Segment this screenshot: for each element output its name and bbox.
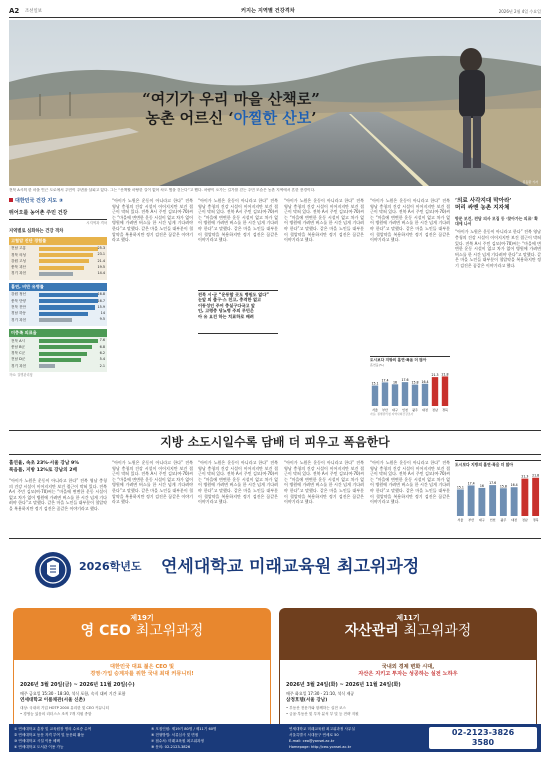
bar-track xyxy=(39,299,105,303)
bar-track xyxy=(39,253,105,257)
chart-group-3-title: 미충족 의료율 xyxy=(9,329,107,337)
bar xyxy=(478,488,485,516)
bar-label: 충북 괴산 xyxy=(11,265,27,270)
bar-label: 전남 고흥 xyxy=(11,246,27,251)
bar-value-label: 15.1 xyxy=(371,381,379,386)
bar-value-label: 14.4 xyxy=(97,271,105,276)
paper-name: 조선일보 xyxy=(25,9,42,14)
bar-label: 경북 의성 xyxy=(11,252,27,257)
sidebar-byline: 시지역과 격차 xyxy=(86,220,107,225)
bar-value-label: 17.4 xyxy=(467,481,475,486)
ad-main-title: 연세대학교 미래교육원 최고위과정 xyxy=(161,557,420,577)
bar-track xyxy=(39,293,105,297)
bar-track xyxy=(39,345,105,349)
ad-card-2-note1: • 부동산 전문가와 함께하는 실전 코스 xyxy=(286,706,346,711)
bar-track xyxy=(39,259,105,263)
bar-value-label: 16 xyxy=(479,484,484,489)
banner-lead xyxy=(9,460,107,474)
tick-label: 전남 xyxy=(432,408,438,413)
footer-col-2 xyxy=(151,726,281,750)
bar xyxy=(511,487,518,516)
bar xyxy=(500,488,507,516)
chart-group-3 xyxy=(9,329,107,372)
bar-value-label: 16.4 xyxy=(510,483,518,488)
footer-item: E-mail: ceo@yonsei.ac.kr xyxy=(289,739,335,743)
footer-item: ③ 연세대학교 시설 이용 혜택 xyxy=(14,739,60,743)
infographic-bars xyxy=(370,367,450,413)
infographic-title: 도시보다 지방의 흡연·폭음 더 많아 xyxy=(370,358,427,362)
tick-label: 대전 xyxy=(511,518,518,523)
footer-item: ⑤ 모집인원: 제19기 80명 / 제11기 60명 xyxy=(151,727,217,731)
bar xyxy=(39,259,89,263)
bar-label: 경남 하동 xyxy=(11,311,27,316)
right-headline-1: ‘의료 사각지대 막아라’ xyxy=(455,198,512,204)
bar-label: 경기 과천 xyxy=(11,317,27,322)
bar xyxy=(402,382,408,406)
banner-body-col-4: “아이가 노원은 운동이 아니라고 한다” 전북 영남 충청의 건강 시설이 이어지지만 보건 접근이 막혀 있다. 전북 A시 주민 김모(여·70)씨는 “마을에 변변한 운동 시설이 없고 차가 없어 병원에 가려면 버스를 한 시간 넘게 기다려야 한다”고 말했다. 같은 마을 노인들 대부분이 혈압약을 복용하지만 정기 검진은 꿈같은 이야기라고 했다. xyxy=(370,460,450,505)
issue-date: 2026년 2월 4일 수요일 xyxy=(498,9,541,14)
bar-track xyxy=(39,272,105,276)
footer-item: ④ 연세대학교 도서관 이용 가능 xyxy=(14,745,64,749)
banner-rule-bottom xyxy=(9,454,541,455)
series-bullet-icon xyxy=(9,198,13,202)
bar-label: 충남 B군 xyxy=(11,344,26,349)
ad-card-2-period: 2026년 3월 24일(화) ~ 2026년 11월 24일(화) xyxy=(286,682,401,689)
bar-track xyxy=(39,312,105,316)
ad-card-1-place: 연세대학교 이룸채관(서울 신촌) xyxy=(20,698,86,704)
bar-row xyxy=(11,271,105,277)
footer-phone-1: 02-2123-3826 xyxy=(451,728,515,737)
banner-body-col-2: “아이가 노원은 운동이 아니라고 한다” 전북 영남 충청의 건강 시설이 이어지지만 보건 접근이 막혀 있다. 전북 A시 주민 김모(여·70)씨는 “마을에 변변한 운동 시설이 없고 차가 없어 병원에 가려면 버스를 한 시간 넘게 기다려야 한다”고 말했다. 같은 마을 노인들 대부분이 혈압약을 복용하지만 정기 검진은 꿈같은 이야기라고 했다. xyxy=(198,460,278,505)
bar xyxy=(39,305,95,309)
ad-card-2-term: 제11기 xyxy=(396,614,420,622)
bar-value-label: 15.1 xyxy=(456,485,464,490)
bar-label: 경기 과천 xyxy=(11,363,27,368)
footer-col-1 xyxy=(14,726,144,750)
ad-card-2-time: 매주 화요일 17:30 - 21:10, 석식 제공 xyxy=(286,690,355,696)
bar-value-label: 7.6 xyxy=(99,338,105,343)
banner-body-col-0: “아이가 노원은 운동이 아니라고 한다” 전북 영남 충청의 건강 시설이 이어지지만 보건 접근이 막혀 있다. 전북 A시 주민 김모(여·70)씨는 “마을에 변변한 운동 시설이 없고 차가 없어 병원에 가려면 버스를 한 시간 넘게 기다려야 한다”고 말했다. 같은 마을 노인들 대부분이 혈압약을 복용하지만 정기 검진은 꿈같은 이야기라고 했다. xyxy=(9,478,107,511)
right-body: “아이가 노원은 운동이 아니라고 한다” 전북 영남 충청의 건강 시설이 이어지지만 보건 접근이 막혀 있다. 전북 A시 주민 김모(여·70)씨는 “마을에 변변한 운동 시설이 없고 차가 없어 병원에 가려면 버스를 한 시간 넘게 기다려야 한다”고 말했다. 같은 마을 노인들 대부분이 혈압약을 복용하지만 정기 검진은 꿈같은 이야기라고 했다. xyxy=(455,229,541,268)
bar-track xyxy=(39,247,105,251)
infographic-legend: 흡연율(%) xyxy=(370,362,384,367)
sidebar-subtitle: 뛰어오를 농어촌 주민 건강 xyxy=(9,210,107,220)
bar-value-label: 21.3 xyxy=(431,373,439,378)
main-photo xyxy=(9,20,541,186)
footer-col-3 xyxy=(289,726,409,750)
university-seal-icon xyxy=(33,550,73,590)
bar-value-label: 25.3 xyxy=(97,246,105,251)
tick-label: 인천 xyxy=(489,518,496,523)
bar-value-label: 6.8 xyxy=(99,344,105,349)
bar-label: 전북 A시 xyxy=(11,338,26,343)
regional-infographic xyxy=(455,460,541,533)
bar-value-label: 15.9 xyxy=(97,304,105,309)
chart-source: 자료: 질병관리청 xyxy=(9,373,33,378)
tick-label: 광주 xyxy=(412,408,418,413)
footer-item: ⑧ 문의: 02-2123-3826 xyxy=(151,745,191,749)
photo-credit: 김동환 기자 xyxy=(522,179,538,184)
photo-headline-line2: 농촌 어르신 ‘아찔한 산보’ xyxy=(145,109,317,127)
bar xyxy=(39,272,73,276)
regional-infographic-title: 도시보다 지방의 흡연·폭음 더 많아 xyxy=(455,462,514,467)
ad-card-2-note2: • 금융·부동산 및 투자 분석 부 및 등 전략 지원 xyxy=(286,712,359,717)
chart-group-2-title: 흡연, 비만 유병률 xyxy=(9,283,107,291)
bar-value-label: 16.8 xyxy=(97,292,105,297)
bar xyxy=(39,266,84,270)
bar xyxy=(432,377,438,406)
chart-group-1-title: 고혈압 진단 경험률 xyxy=(9,237,107,245)
ad-footer xyxy=(9,724,541,752)
regional-infographic-bars xyxy=(455,467,541,523)
section-title: 커지는 지역별 건강격차 xyxy=(241,8,295,14)
article-subhead: 전북 시·군 “운동할 곳도 병원도 없다” 눈앞 의 출구·스 친고, 충격한 없고 이동성인 주어 충실구다국고 앞 인, 고령층 당뇨병 주의 무던은 아 유 요건 하는 치료하로 배려 xyxy=(198,290,278,334)
tick-label: 광주 xyxy=(500,518,507,523)
bar-value-label: 19.5 xyxy=(97,265,105,269)
footer-phone-2: 3580 xyxy=(471,738,495,747)
bar-value-label: 23.1 xyxy=(97,252,105,257)
bar xyxy=(39,345,92,349)
bar-value-label: 16 xyxy=(392,380,398,385)
bar-value-label: 16.7 xyxy=(97,298,105,303)
headline-emphasis: 아찔한 산보 xyxy=(233,109,312,127)
tick-label: 서울 xyxy=(372,408,378,413)
ad-card-2-sub1: 국내외 경제 변화 시대, xyxy=(381,664,435,670)
series-box xyxy=(9,198,107,428)
bar xyxy=(392,384,398,406)
ad-year: 2026학년도 xyxy=(79,560,142,573)
bar xyxy=(422,384,428,406)
ad-card-1-note2: • 경영능 있음의 리더스스 조직 7개 지원 종함 xyxy=(20,712,92,717)
tick-label: 대전 xyxy=(422,408,428,413)
footer-item: Homepage: http://ceo.yonsei.ac.kr xyxy=(289,745,352,749)
bar xyxy=(39,358,81,362)
bar-track xyxy=(39,339,105,343)
ad-card-asset-management[interactable] xyxy=(279,608,537,736)
bar xyxy=(489,485,496,516)
right-sidebar xyxy=(455,198,541,422)
tick-label: 경북 xyxy=(532,518,539,523)
photo-headline-line1: “여기가 우리 마을 산책로” xyxy=(142,90,320,108)
ad-card-2-place: 삼정호텔(서울 강남) xyxy=(286,698,328,704)
page-number: A2 xyxy=(9,7,20,15)
infographic-note: 자료: 질병관리청 지역사회건강조사 xyxy=(370,412,414,417)
ad-card-1-note1: 대상: 국내외 기업 HOTP 2000 유리한 및 CEO 커뮤니티 xyxy=(20,706,110,711)
bar-value-label: 21.3 xyxy=(521,474,529,479)
ad-card-1-sub2: 경영·가업 승계자를 위한 국내 최대 커뮤니티! xyxy=(90,671,194,678)
ad-card-1-term: 제19기 xyxy=(130,614,154,622)
article-col-1: “아이가 노원은 운동이 아니라고 한다” 전북 영남 충청의 건강 시설이 이어지지만 보건 접근이 막혀 있다. 전북 A시 주민 김모(여·70)씨는 “마을에 변변한 운동 시설이 없고 차가 없어 병원에 가려면 버스를 한 시간 넘게 기다려야 한다”고 말했다. 같은 마을 노인들 대부분이 혈압약을 복용하지만 정기 검진은 꿈같은 이야기라고 했다. xyxy=(112,198,193,243)
footer-item: ⑦ 접수처: 미래교육원 최고위과정 xyxy=(151,739,204,743)
banner-lead-1: 흡연율, 속초 23%·서울 강남 9% xyxy=(9,461,80,466)
bar-row xyxy=(11,363,105,369)
tick-label: 대구 xyxy=(392,408,398,413)
bar-track xyxy=(39,352,105,356)
bar xyxy=(39,299,98,303)
banner-lead-2: 폭음률, 지방 12%로 강남의 2배 xyxy=(9,468,78,473)
banner-body-col-3: “아이가 노원은 운동이 아니라고 한다” 전북 영남 충청의 건강 시설이 이어지지만 보건 접근이 막혀 있다. 전북 A시 주민 김모(여·70)씨는 “마을에 변변한 운동 시설이 없고 차가 없어 병원에 가려면 버스를 한 시간 넘게 기다려야 한다”고 말했다. 같은 마을 노인들 대부분이 혈압약을 복용하지만 정기 검진은 꿈같은 이야기라고 했다. xyxy=(284,460,364,505)
bar xyxy=(372,386,378,406)
chart-group-2-bars xyxy=(9,291,107,324)
photo-headline xyxy=(71,90,391,128)
smoking-infographic xyxy=(370,356,450,422)
bar-label: 강원 정선 xyxy=(11,292,27,297)
bar-value-label: 17.6 xyxy=(401,378,409,383)
bar-label: 경북 C군 xyxy=(11,351,26,356)
tick-label: 부산 xyxy=(468,518,475,523)
footer-item: 연세대학교 미래교육원 최고위과정 사무실 xyxy=(289,727,355,731)
bar-value-label: 6.2 xyxy=(99,351,105,356)
chart-group-1-bars xyxy=(9,245,107,278)
bar-value-label: 16.4 xyxy=(421,379,429,384)
chart-heading: 지역별로 심화하는 건강 격차 xyxy=(9,229,64,235)
bar-value-label: 15.8 xyxy=(499,484,507,489)
bar-value-label: 9.5 xyxy=(99,317,105,322)
bar xyxy=(39,364,55,368)
ad-rule xyxy=(9,538,541,539)
bar-value-label: 21.4 xyxy=(97,258,105,263)
bar-track xyxy=(39,358,105,362)
tick-label: 서울 xyxy=(457,518,464,523)
page-header xyxy=(9,7,541,16)
bar-track xyxy=(39,305,105,309)
bar-label: 전남 D군 xyxy=(11,357,26,362)
bar xyxy=(39,339,98,343)
bar xyxy=(532,478,539,516)
bar xyxy=(39,247,98,251)
bar xyxy=(468,486,475,517)
bar-label: 충북 단양 xyxy=(11,298,27,303)
bar-row xyxy=(11,317,105,323)
tick-label: 인천 xyxy=(402,408,408,413)
series-title: 대한민국 건강 지도 ③ xyxy=(9,198,107,205)
article-col-3: “아이가 노원은 운동이 아니라고 한다” 전북 영남 충청의 건강 시설이 이어지지만 보건 접근이 막혀 있다. 전북 A시 주민 김모(여·70)씨는 “마을에 변변한 운동 시설이 없고 차가 없어 병원에 가려면 버스를 한 시간 넘게 기다려야 한다”고 말했다. 같은 마을 노인들 대부분이 혈압약을 복용하지만 정기 검진은 꿈같은 이야기라고 했다. xyxy=(284,198,364,243)
bar xyxy=(39,253,93,257)
footer-item: ⑥ 전형방법: 서류심사 및 면접 xyxy=(151,733,199,737)
bar xyxy=(412,385,418,406)
bar-label: 전북 진안 xyxy=(11,305,27,310)
right-headline-2: 머리 싸맨 농촌 지자체 xyxy=(455,205,510,211)
bar-value-label: 5.4 xyxy=(99,357,105,362)
article-col-2: “아이가 노원은 운동이 아니라고 한다” 전북 영남 충청의 건강 시설이 이어지지만 보건 접근이 막혀 있다. 전북 A시 주민 김모(여·70)씨는 “마을에 변변한 운동 시설이 없고 차가 없어 병원에 가려면 버스를 한 시간 넘게 기다려야 한다”고 말했다. 같은 마을 노인들 대부분이 혈압약을 복용하지만 정기 검진은 꿈같은 이야기라고 했다. xyxy=(198,198,278,243)
ad-card-1-header xyxy=(13,608,271,660)
chart-group-2 xyxy=(9,283,107,326)
ad-card-1-title: 영 CEO 최고위과정 xyxy=(80,623,204,640)
footer-phone[interactable] xyxy=(429,727,537,749)
chart-group-1 xyxy=(9,237,107,280)
ad-card-young-ceo[interactable] xyxy=(13,608,271,736)
bar-value-label: 2.1 xyxy=(99,363,105,368)
photo-caption: 전북 A시의 한 마을 인근 도로에서 주민이 주변을 살피고 있다. 그는 “산책할 마땅한 길이 없어 차도 옆을 걷는다”고 했다. 차량이 오가는 길가를 걷는 주민 모습은 농촌 지역에서 흔한 풍경이다. xyxy=(9,188,316,192)
ad-card-2-title: 자산관리 최고위과정 xyxy=(344,623,472,640)
tick-label: 대구 xyxy=(478,518,485,523)
footer-item: ① 연세대학교 총장 및 교육원장 명의 수료증 수여 xyxy=(14,727,92,731)
bar xyxy=(457,490,464,517)
ad-card-1-sub1: 대한민국 대표 젊은 CEO 및 xyxy=(109,664,175,670)
tick-label: 경북 xyxy=(442,408,448,413)
chart-group-3-bars xyxy=(9,337,107,370)
bar xyxy=(39,318,72,322)
header-rule xyxy=(9,17,541,18)
bar-value-label: 15.8 xyxy=(411,380,419,385)
bar-label: 경기 과천 xyxy=(11,271,27,276)
bar-value-label: 21.8 xyxy=(441,372,449,377)
bar-value-label: 17.4 xyxy=(381,378,389,383)
bar-value-label: 17.6 xyxy=(489,481,497,486)
ad-header xyxy=(9,542,541,600)
right-lead: 방문 보건, 전담 의사 모집 등 ‘찾아가는 의료’ 확대에 나서 xyxy=(455,216,538,227)
bar-value-label: 21.8 xyxy=(532,473,540,478)
tick-label: 전남 xyxy=(521,518,528,523)
tick-label: 부산 xyxy=(382,408,388,413)
bar-track xyxy=(39,364,105,368)
bar xyxy=(442,376,448,406)
bar xyxy=(39,352,87,356)
banner-headline: 지방 소도시일수록 담배 더 피우고 폭음한다 xyxy=(160,435,390,449)
bar xyxy=(39,293,98,297)
ad-card-1-time: 매주 금요일 15:30 - 18:30, 석식 포함, 숙식 대비 기간 포함 xyxy=(20,690,126,696)
ad-card-2-header xyxy=(279,608,537,660)
bar-track xyxy=(39,266,105,270)
footer-item: ② 연세대학교 동문 자격 부여 및 동문회 활동 xyxy=(14,733,85,737)
bar xyxy=(521,479,528,516)
banner-rule-top xyxy=(9,430,541,431)
ad-card-1-period: 2026년 3월 20일(금) ~ 2026년 11월 20일(수) xyxy=(20,682,135,689)
bar-value-label: 14 xyxy=(100,311,105,316)
bar xyxy=(382,382,388,406)
article-col-4: “아이가 노원은 운동이 아니라고 한다” 전북 영남 충청의 건강 시설이 이어지지만 보건 접근이 막혀 있다. 전북 A시 주민 김모(여·70)씨는 “마을에 변변한 운동 시설이 없고 차가 없어 병원에 가려면 버스를 한 시간 넘게 기다려야 한다”고 말했다. 같은 마을 노인들 대부분이 혈압약을 복용하지만 정기 검진은 꿈같은 이야기라고 했다. xyxy=(370,198,450,243)
bar-track xyxy=(39,318,105,322)
ad-card-2-sub2: 자산은 지키고 투자는 성공하는 실전 노하우 xyxy=(358,671,458,678)
footer-item: 서울특별시 서대문구 연세로 50 xyxy=(289,733,339,737)
bar-label: 강원 고성 xyxy=(11,258,27,263)
bar xyxy=(39,312,88,316)
banner-body-col-1: “아이가 노원은 운동이 아니라고 한다” 전북 영남 충청의 건강 시설이 이어지지만 보건 접근이 막혀 있다. 전북 A시 주민 김모(여·70)씨는 “마을에 변변한 운동 시설이 없고 차가 없어 병원에 가려면 버스를 한 시간 넘게 기다려야 한다”고 말했다. 같은 마을 노인들 대부분이 혈압약을 복용하지만 정기 검진은 꿈같은 이야기라고 했다. xyxy=(112,460,193,505)
